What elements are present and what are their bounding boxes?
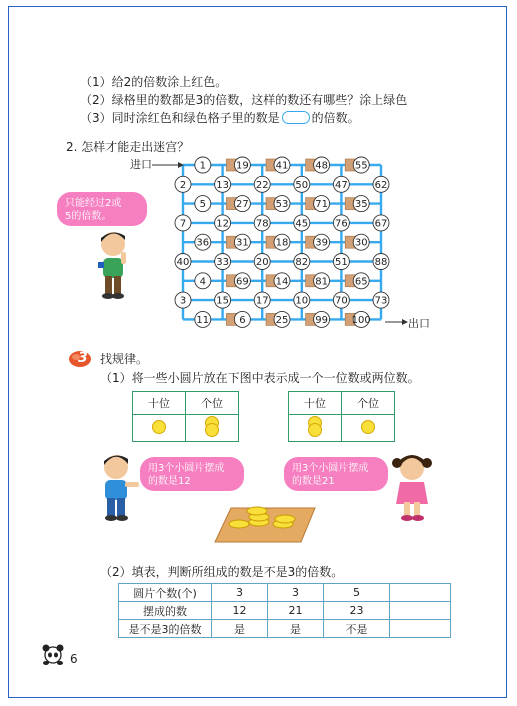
q3-p2: （2）填表，判断所组成的数是不是3的倍数。 xyxy=(100,565,344,579)
maze-node-label: 78 xyxy=(255,218,269,230)
maze-node-label: 2 xyxy=(179,179,187,191)
row-header: 摆成的数 xyxy=(119,602,212,620)
ones-header: 个位 xyxy=(342,392,395,415)
maze-node-label: 1 xyxy=(199,160,206,172)
exit-arrow-head xyxy=(402,319,408,325)
coin-tray-illustration xyxy=(213,500,318,546)
maze-node-label: 18 xyxy=(275,237,289,249)
result-cell[interactable]: 不是 xyxy=(324,620,390,638)
maze-node-label: 22 xyxy=(255,179,269,191)
result-cell[interactable] xyxy=(390,620,451,638)
tens-cell xyxy=(289,415,342,442)
maze-node-label: 36 xyxy=(196,237,210,249)
ones-header: 个位 xyxy=(186,392,239,415)
q1-line2: （2）绿格里的数都是3的倍数，这样的数还有哪些？涂上绿色 xyxy=(80,93,408,107)
panda-icon xyxy=(40,642,66,666)
maze-node-label: 35 xyxy=(354,199,368,211)
maze-node-label: 27 xyxy=(236,199,249,211)
maze-node-label: 3 xyxy=(179,295,187,307)
tens-header: 十位 xyxy=(133,392,186,415)
girl-speech-line2: 的数是21 xyxy=(292,476,335,487)
q3-p1: （1）将一些小圆片放在下图中表示成一个一位数或两位数。 xyxy=(100,371,420,385)
maze-node-label: 40 xyxy=(176,257,190,268)
hint-line1: 只能经过2或 xyxy=(65,198,122,209)
maze-node-label: 30 xyxy=(354,237,368,249)
result-cell[interactable]: 是 xyxy=(212,620,268,638)
entrance-label: 进口 xyxy=(130,158,152,171)
boy-illustration xyxy=(88,228,138,300)
maze-node-label: 50 xyxy=(295,179,309,191)
q3-badge xyxy=(68,350,94,368)
maze-node-label: 20 xyxy=(255,257,269,268)
boy-speech-line1: 用3个小圆片摆成 xyxy=(148,463,225,474)
q2-title: 2. 怎样才能走出迷宫？ xyxy=(66,140,190,154)
maze-node-label: 12 xyxy=(216,218,229,230)
maze-node-label: 5 xyxy=(199,199,206,211)
maze-node-label: 81 xyxy=(315,276,328,288)
result-cell[interactable] xyxy=(390,602,451,620)
maze-node-label: 17 xyxy=(255,295,269,307)
result-cell[interactable]: 5 xyxy=(324,584,390,602)
maze-node-label: 31 xyxy=(236,237,249,249)
boy-speech-line2: 的数是12 xyxy=(148,476,191,487)
maze-node-label: 82 xyxy=(295,257,309,268)
q1-line1: （1）给2的倍数涂上红色。 xyxy=(80,75,228,89)
girl-speech-line1: 用3个小圆片摆成 xyxy=(292,463,369,474)
maze-node-label: 65 xyxy=(354,276,368,288)
result-table-row xyxy=(119,584,451,602)
coin xyxy=(361,420,375,434)
maze-node-label: 25 xyxy=(275,314,289,326)
maze-node-label: 14 xyxy=(275,276,289,288)
badge-number: 3 xyxy=(78,350,88,366)
maze-node-label: 41 xyxy=(275,160,289,172)
place-value-table-21 xyxy=(288,391,395,442)
hint-line2: 5的倍数。 xyxy=(65,211,112,222)
hint-bubble xyxy=(57,192,147,226)
coin xyxy=(152,420,166,434)
result-cell[interactable]: 是 xyxy=(268,620,324,638)
maze-node-label: 11 xyxy=(196,314,210,326)
maze-node-label: 73 xyxy=(374,295,388,307)
ones-cell xyxy=(342,415,395,442)
maze-node-label: 15 xyxy=(216,295,229,307)
ones-cell xyxy=(186,415,239,442)
girl-illustration xyxy=(388,452,438,522)
result-table-row xyxy=(119,602,451,620)
q3-title: 找规律。 xyxy=(100,352,149,366)
result-cell[interactable]: 3 xyxy=(268,584,324,602)
place-value-table-12 xyxy=(132,391,239,442)
row-header: 圆片个数(个) xyxy=(119,584,212,602)
q1-line3-text: （3）同时涂红色和绿色格子里的数是 xyxy=(80,111,280,125)
maze-node-label: 48 xyxy=(315,160,328,172)
maze-node-label: 45 xyxy=(295,218,309,230)
maze-node-label: 53 xyxy=(275,199,289,211)
maze-node-label: 13 xyxy=(216,179,229,191)
page-number: 6 xyxy=(70,652,78,666)
result-table-row xyxy=(119,620,451,638)
result-cell[interactable]: 23 xyxy=(324,602,390,620)
exit-label: 出口 xyxy=(408,317,430,330)
maze-node-label: 19 xyxy=(236,160,249,172)
maze-node-label: 6 xyxy=(239,314,246,326)
coin xyxy=(308,423,322,437)
maze-node-label: 7 xyxy=(179,218,187,230)
maze-node-label: 71 xyxy=(315,199,328,211)
maze-node-label: 51 xyxy=(335,257,348,268)
result-cell[interactable] xyxy=(390,584,451,602)
result-cell[interactable]: 3 xyxy=(212,584,268,602)
row-header: 是不是3的倍数 xyxy=(119,620,212,638)
maze-node-label: 10 xyxy=(295,295,309,307)
maze-node-label: 67 xyxy=(374,218,388,230)
coin xyxy=(205,423,219,437)
maze-node-label: 70 xyxy=(335,295,348,307)
maze-node-label: 76 xyxy=(335,218,348,230)
maze-node-label: 39 xyxy=(315,237,328,249)
result-cell[interactable]: 12 xyxy=(212,602,268,620)
girl-speech-bubble xyxy=(284,457,388,491)
multiple-of-3-table xyxy=(118,583,451,638)
maze-node-label: 33 xyxy=(216,257,229,268)
tens-cell xyxy=(133,415,186,442)
maze-node-label: 69 xyxy=(236,276,249,288)
maze-node-label: 88 xyxy=(374,257,388,268)
boy-speech-bubble xyxy=(140,457,244,491)
maze-node-label: 55 xyxy=(354,160,368,172)
result-cell[interactable]: 21 xyxy=(268,602,324,620)
q1-line3-tail: 的倍数。 xyxy=(311,111,360,125)
boy-speaker-illustration xyxy=(93,452,143,522)
maze-node-label: 62 xyxy=(374,179,388,191)
tens-header: 十位 xyxy=(289,392,342,415)
maze-node-label: 100 xyxy=(351,314,371,326)
maze-node-label: 4 xyxy=(199,276,206,288)
maze-node-label: 99 xyxy=(315,314,328,326)
maze-node-label: 47 xyxy=(335,179,348,191)
